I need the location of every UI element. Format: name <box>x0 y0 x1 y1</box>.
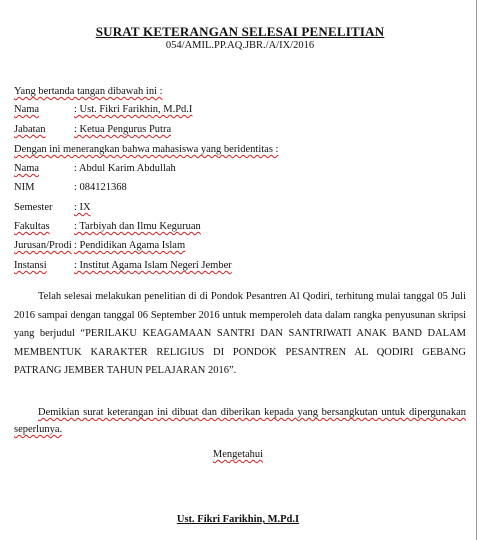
student-institution-value: : Institut Agama Islam Negeri Jember <box>74 260 232 271</box>
document-number: 054/AMIL.PP.AQ.JBR./A/IX/2016 <box>165 40 315 51</box>
student-department-label: Jurusan/Prodi <box>14 240 72 251</box>
signatory-name-value: : Ust. Fikri Farikhin, M.Pd.I <box>74 104 193 115</box>
student-nim-value: : 084121368 <box>74 182 127 193</box>
statement-line: Dengan ini menerangkan bahwa mahasiswa yang beridentitas : <box>14 144 279 155</box>
acknowledged-label <box>0 449 476 460</box>
student-faculty-value: : Tarbiyah dan Ilmu Keguruan <box>74 221 201 232</box>
student-name-value: : Abdul Karim Abdullah <box>74 163 176 174</box>
student-department-value: : Pendidikan Agama Islam <box>74 240 186 251</box>
signatory-position-label: Jabatan <box>14 124 46 135</box>
signatory-position-value: : Ketua Pengurus Putra <box>74 124 172 135</box>
intro-line: Yang bertanda tangan dibawah ini : <box>14 86 163 97</box>
student-institution-label: Instansi <box>14 260 47 271</box>
document-title: SURAT KETERANGAN SELESAI PENELITIAN <box>95 24 385 39</box>
signatory-name-label: Nama <box>14 104 40 115</box>
body-paragraph: Telah selesai melakukan penelitian di di Pondok Pesantren Al Qodiri, terhitung mulai tanggal 05 Juli 2016 sampai dengan tanggal 06 September 2016 untuk memperoleh data dalam rangka penyusunan skripsi yang berjudul “PERILAKU KEAGAMAAN SANTRI DAN SANTRIWATI ANAK BAND DALAM MEMBENTUK KARAKTER RELIGIUS DI PONDOK PESANTREN AL QODIRI GEBANG PATRANG JEMBER TAHUN PELAJARAN 2016”. <box>14 291 466 377</box>
student-faculty-label: Fakultas <box>14 221 50 232</box>
acknowledged-text: Mengetahui <box>212 449 264 460</box>
student-semester-value: : IX <box>74 202 91 213</box>
student-nim-label: NIM <box>14 182 35 193</box>
student-name-label: Nama <box>14 163 40 174</box>
closing-paragraph: Demikian surat keterangan ini dibuat dan diberikan kepada yang bersangkutan untuk dipergunakan seperlunya. <box>14 407 466 435</box>
signer-name: Ust. Fikri Farikhin, M.Pd.I <box>176 514 300 525</box>
student-semester-label: Semester <box>14 202 53 213</box>
page-edge-divider <box>476 0 477 540</box>
